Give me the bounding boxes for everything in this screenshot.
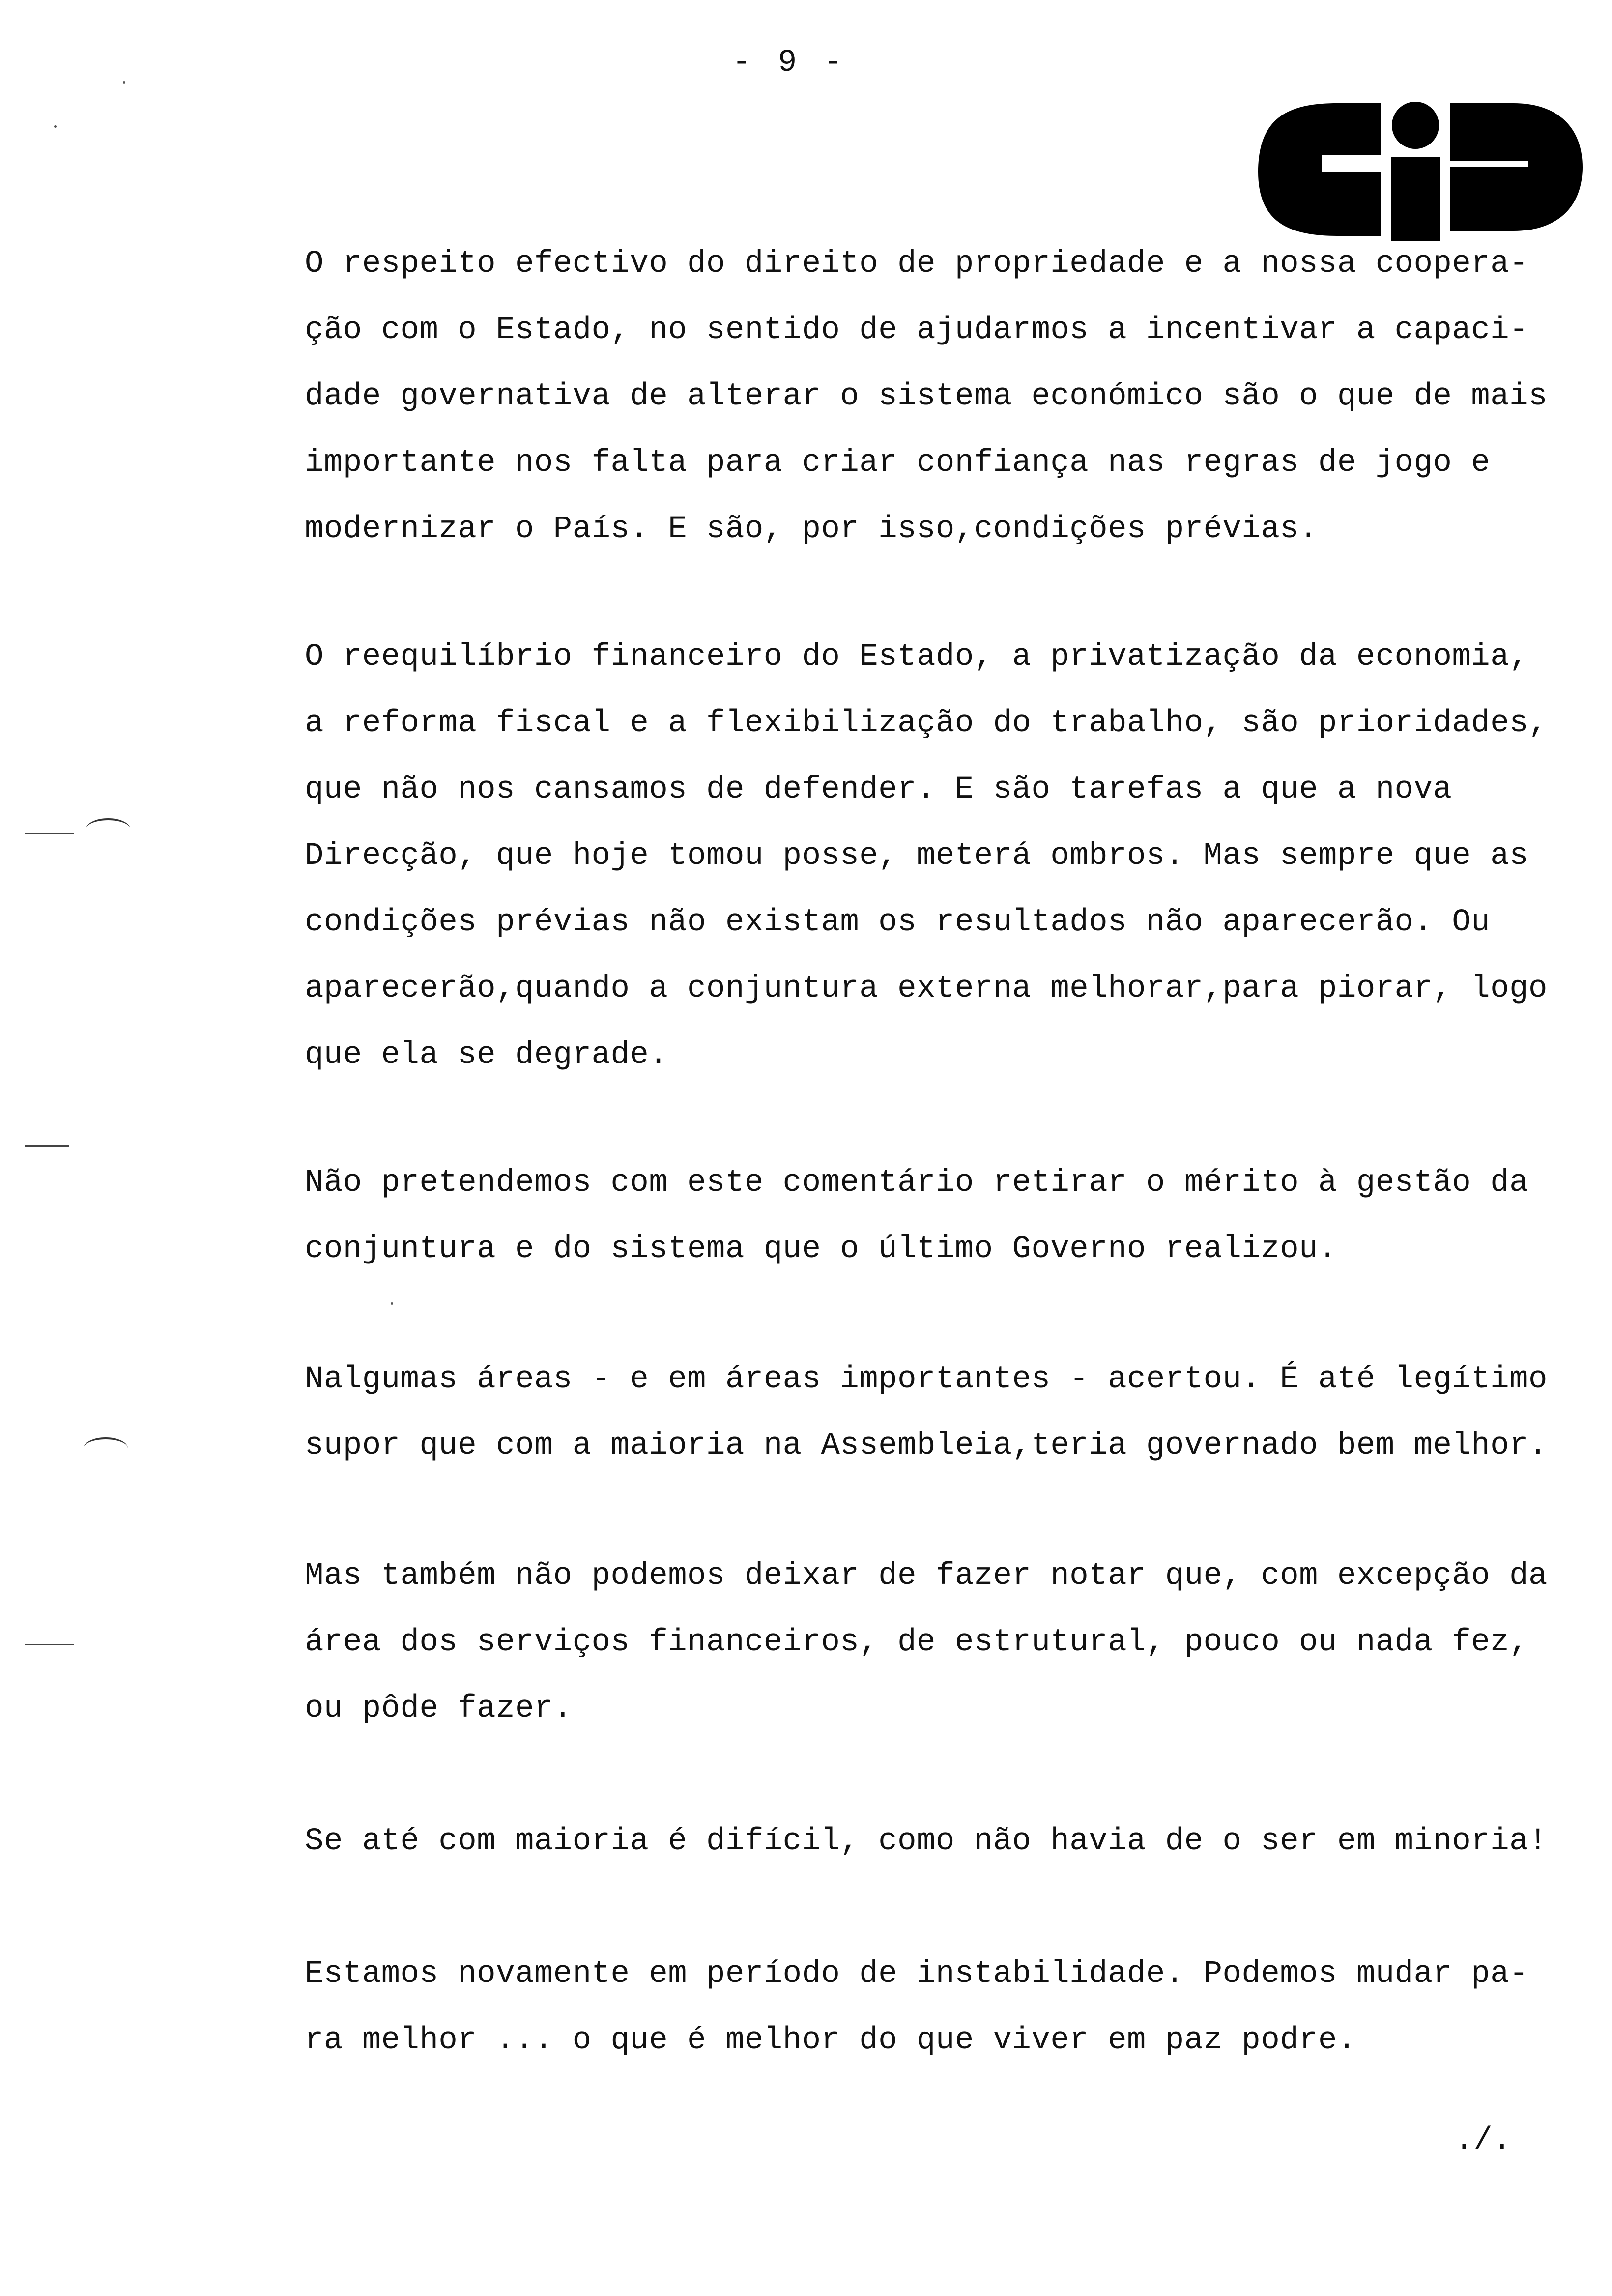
paragraph-7: Estamos novamente em período de instabilidade. Podemos mudar pa- ra melhor ... o que é melhor do que viver em paz podre. xyxy=(305,1956,1528,2058)
margin-mark xyxy=(25,1644,74,1645)
cip-logo xyxy=(1258,98,1583,246)
margin-arc xyxy=(84,1437,128,1459)
logo-letter-c xyxy=(1258,103,1381,236)
paragraph-5: Mas também não podemos deixar de fazer notar que, com excepção da área dos serviços financeiros, de estrutural, pouco ou nada fez, ou pôde fazer. xyxy=(305,1558,1548,1726)
margin-mark xyxy=(25,1145,69,1147)
paragraph-1: O respeito efectivo do direito de propriedade e a nossa coopera- ção com o Estado, no sentido de ajudarmos a incentivar a capaci- dade governativa de alterar o sistema económico são o que de mais importante nos falta para criar confiança nas regras de jogo e modernizar o País. E são, por isso,condições prévias. xyxy=(305,246,1548,547)
continuation-mark: ./. xyxy=(1455,2123,1512,2158)
scan-speck xyxy=(54,125,57,128)
paragraph-2: O reequilíbrio financeiro do Estado, a privatização da economia, a reforma fiscal e a flexibilização do trabalho, são prioridades, que não nos cansamos de defender. E são tarefas a que a nova Direcção, que hoje tomou posse, meterá ombros. Mas sempre que as condições prévias não existam os resultados não aparecerão. Ou aparecerão,quando a conjuntura externa melhorar,para piorar, logo que ela se degrade. xyxy=(305,639,1548,1073)
page-number: - 9 - xyxy=(732,45,847,81)
margin-arc xyxy=(86,818,130,840)
logo-letter-i-stem xyxy=(1391,157,1440,241)
scan-speck xyxy=(391,1302,393,1305)
paragraph-4: Nalgumas áreas - e em áreas importantes - acertou. É até legítimo supor que com a maioria na Assembleia,teria governado bem melhor. xyxy=(305,1362,1548,1464)
logo-letter-i-dot xyxy=(1392,102,1439,149)
paragraph-3: Não pretendemos com este comentário retirar o mérito à gestão da conjuntura e do sistema que o último Governo realizou. xyxy=(305,1165,1528,1267)
margin-mark xyxy=(25,833,74,834)
paragraph-6: Se até com maioria é difícil, como não havia de o ser em minoria! xyxy=(305,1824,1548,1859)
scan-speck xyxy=(123,81,125,84)
